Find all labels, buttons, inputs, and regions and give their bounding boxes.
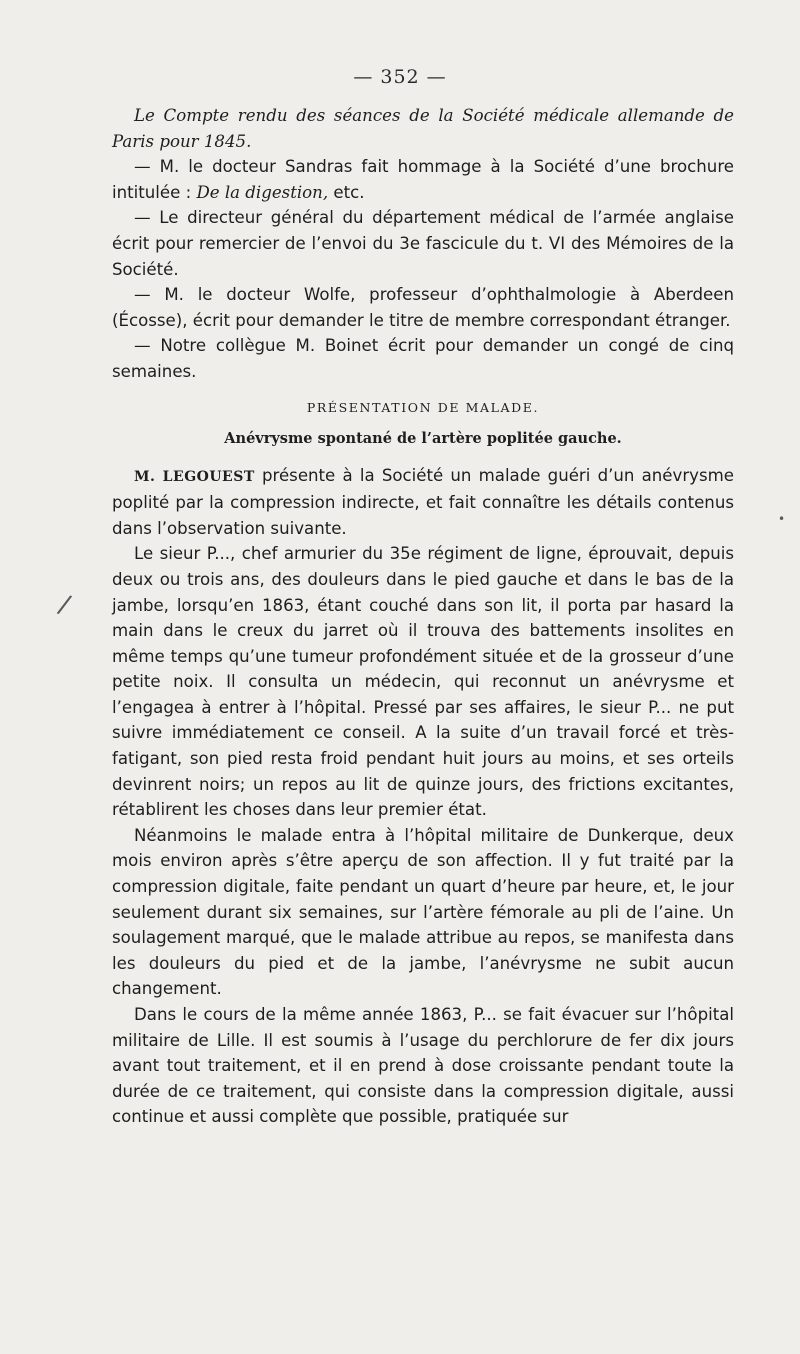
margin-pencil-mark: / [55,589,74,621]
paragraph-observation-1: Le sieur P..., chef armurier du 35e régiment de ligne, éprouvait, depuis deux ou trois ans, des douleurs dans le pied gauche et dans le bas de la jambe, lorsqu’en 1863, étant couché dans son lit, il porta par hasard la main dans le creux du jarret où il trouva des battements insolites en même temps qu’une tumeur profondément située et de la grosseur d’une petite noix. Il consulta un médecin, qui reconnut un anévrysme et l’engagea à entrer à l’hôpital. Pressé par ses affaires, le sieur P... ne put suivre immédiatement ce conseil. A la suite d’un travail forcé et très-fatigant, son pied resta froid pendant huit jours au moins, et ses orteils devinrent noirs; un repos au lit de quinze jours, des frictions excitantes, rétablirent les choses dans leur premier état. [112,544,734,820]
presenter-name: M. LEGOUEST [134,468,255,485]
body-text [112,103,734,1130]
paragraph-correspondence-4: — M. le docteur Wolfe, professeur d’ophthalmologie à Aberdeen (Écosse), écrit pour demander le titre de membre correspondant étranger. [112,285,734,330]
paragraph-correspondence-1: Le Compte rendu des séances de la Société médicale allemande de Paris pour 1845. [112,106,734,151]
para2-tail: etc. [328,182,365,202]
margin-dot: • [778,512,786,526]
brochure-title: De la digestion, [196,182,329,202]
paragraph-observation-2: Néanmoins le malade entra à l’hôpital militaire de Dunkerque, deux mois environ après s’être aperçu de son affection. Il y fut traité par la compression digitale, faite pendant un quart d’heure par heure, et, le jour seulement durant six semaines, sur l’artère fémorale au pli de l’aine. Un soulagement marqué, que le malade attribue au repos, se manifesta dans les douleurs du pied et de la jambe, l’anévrysme ne subit aucun changement. [112,825,734,999]
paragraph-correspondence-5: — Notre collègue M. Boinet écrit pour demander un congé de cinq semaines. [112,336,734,381]
paragraph-observation-3: Dans le cours de la même année 1863, P... se fait évacuer sur l’hôpital militaire de Lille. Il est soumis à l’usage du perchlorure de fer dix jours avant tout traitement, et il en prend à dose croissante pendant toute la durée de ce traitement, qui consiste dans la compression digitale, aussi continue et aussi complète que possible, pratiquée sur [112,1005,734,1127]
case-title: Anévrysme spontané de l’artère poplitée gauche. [224,429,622,447]
paragraph-correspondence-2 [112,154,734,205]
page-number: — 352 — [353,66,447,88]
presentation-text: présente à la Société un malade guéri d’un anévrysme poplité par la compression indirecte, et fait connaître les détails contenus dans l’observation suivante. [112,465,734,538]
paragraph-correspondence-3: — Le directeur général du département médical de l’armée anglaise écrit pour remercier de l’envoi du 3e fascicule du t. VI des Mémoires de la Société. [112,208,734,279]
paragraph-presentation [112,463,734,542]
section-heading: PRÉSENTATION DE MALADE. [306,399,540,415]
para2-lead: — M. le docteur Sandras fait hommage à la Société d’une brochure intitulée : [112,157,734,202]
